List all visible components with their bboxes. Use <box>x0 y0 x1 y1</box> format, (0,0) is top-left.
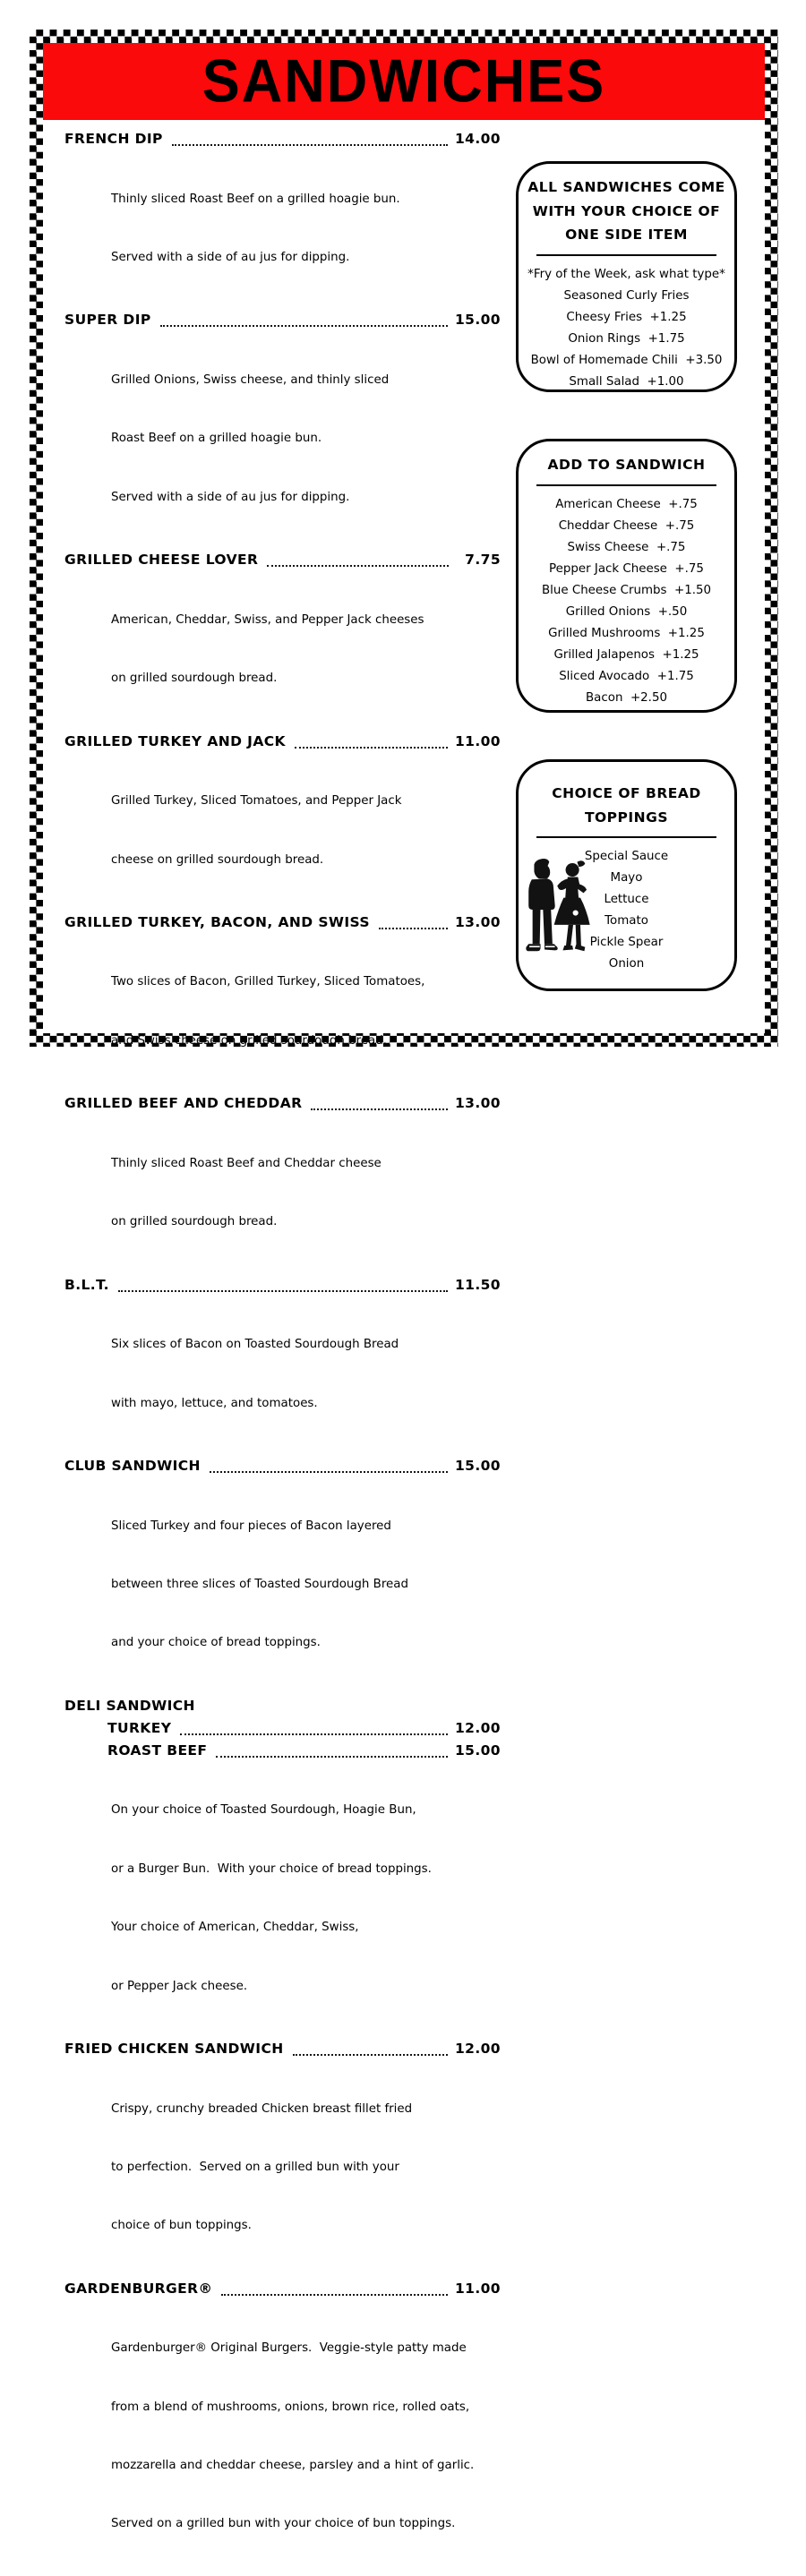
item-name: B.L.T. <box>64 1276 109 1293</box>
add-on-item: American Cheese +.75 <box>555 497 698 511</box>
add-on-item: Pepper Jack Cheese +.75 <box>549 561 704 576</box>
dotted-leader <box>379 928 448 929</box>
title-banner <box>43 43 765 120</box>
add-on-item: Grilled Mushrooms +1.25 <box>548 626 705 640</box>
dotted-leader <box>267 565 449 567</box>
item-description-line: and Swiss cheese on grilled sourdough bread. <box>111 1033 387 1048</box>
item-description-line: Grilled Onions, Swiss cheese, and thinly sliced <box>111 372 390 387</box>
side-item: Cheesy Fries +1.25 <box>566 310 687 324</box>
item-price: 14.00 <box>454 131 501 147</box>
separator-line <box>536 484 716 486</box>
add-on-item: Grilled Jalapenos +1.25 <box>553 647 699 662</box>
item-description-line: with mayo, lettuce, and tomatoes. <box>111 1396 318 1410</box>
bread-topping-item: Tomato <box>604 914 648 928</box>
item-price: 7.75 <box>465 552 501 569</box>
separator-line <box>536 836 716 838</box>
side-items-box <box>516 161 737 392</box>
item-name: GRILLED TURKEY AND JACK <box>64 732 286 749</box>
item-description-line: cheese on grilled sourdough bread. <box>111 852 324 867</box>
item-description-line: on grilled sourdough bread. <box>111 672 278 686</box>
item-price: 11.00 <box>454 732 501 749</box>
item-description-line: from a blend of mushrooms, onions, brown rice, rolled oats, <box>111 2400 470 2414</box>
side-item: Bowl of Homemade Chili +3.50 <box>530 353 723 367</box>
box-heading-line: WITH YOUR CHOICE OF <box>532 202 721 219</box>
item-price: 11.50 <box>454 1276 501 1293</box>
menu-item <box>64 1274 501 1452</box>
menu-item <box>64 549 501 727</box>
item-description-line: Gardenburger® Original Burgers. Veggie-style patty made <box>111 2341 467 2356</box>
item-description-line: Thinly sliced Roast Beef and Cheddar cheese <box>111 1156 382 1170</box>
dotted-leader <box>311 1108 448 1110</box>
bread-topping-item: Mayo <box>610 871 643 885</box>
box-heading <box>527 782 725 829</box>
dotted-leader <box>216 1756 448 1758</box>
item-description-line: between three slices of Toasted Sourdough Bread <box>111 1578 408 1591</box>
separator-line <box>536 254 716 256</box>
bread-topping-item: Pickle Spear <box>589 936 664 949</box>
add-on-item: Bacon +2.50 <box>586 690 667 705</box>
item-description-line: mozzarella and cheddar cheese, parsley and a hint of garlic. <box>111 2459 475 2473</box>
item-name: TURKEY <box>107 1719 172 1736</box>
side-item: Seasoned Curly Fries <box>563 288 690 303</box>
box-heading-line: ONE SIDE ITEM <box>565 227 688 243</box>
page-title: SANDWICHES <box>202 47 606 116</box>
menu-item <box>64 309 501 546</box>
item-price: 15.00 <box>454 1742 501 1759</box>
checkerboard-border <box>30 30 778 2531</box>
side-item: Small Salad +1.00 <box>569 374 684 389</box>
item-name: GRILLED BEEF AND CHEDDAR <box>64 1095 303 1112</box>
item-description-line: Served on a grilled bun with your choice of bun toppings. <box>111 2517 456 2531</box>
item-description-line: Sliced Turkey and four pieces of Bacon layered <box>111 1519 391 1533</box>
add-on-item: Sliced Avocado +1.75 <box>559 669 694 683</box>
menu-item <box>64 1455 501 1692</box>
item-description-line: Served with a side of au jus for dipping. <box>111 250 350 264</box>
item-description-line: Six slices of Bacon on Toasted Sourdough Bread <box>111 1338 399 1352</box>
dotted-leader <box>295 747 448 749</box>
item-name: FRIED CHICKEN SANDWICH <box>64 2040 284 2057</box>
sub-item <box>107 1717 501 1740</box>
item-description-line: or a Burger Bun. With your choice of bread toppings. <box>111 1861 432 1876</box>
menu-page <box>43 43 765 2531</box>
dotted-leader <box>210 1471 448 1473</box>
menu-item <box>64 2038 501 2275</box>
item-description-line: Roast Beef on a grilled hoagie bun. <box>111 432 322 446</box>
dotted-leader <box>221 2294 448 2296</box>
item-description-line: Served with a side of au jus for dipping. <box>111 490 350 504</box>
bread-topping-item: Onion <box>608 957 645 971</box>
item-name: GRILLED TURKEY, BACON, AND SWISS <box>64 913 370 930</box>
item-name: DELI SANDWICH <box>64 1697 195 1714</box>
item-price: 11.00 <box>454 2280 501 2297</box>
menu-item <box>64 2278 501 2573</box>
add-to-sandwich-box <box>516 439 737 713</box>
box-heading-line: TOPPINGS <box>584 809 669 826</box>
item-description-line: American, Cheddar, Swiss, and Pepper Jack cheeses <box>111 612 424 627</box>
item-description-line: on grilled sourdough bread. <box>111 1215 278 1229</box>
menu-list <box>64 128 501 2576</box>
add-on-item: Swiss Cheese +.75 <box>567 540 686 554</box>
item-price: 12.00 <box>454 2040 501 2057</box>
side-item: *Fry of the Week, ask what type* <box>527 267 725 281</box>
side-item: Onion Rings +1.75 <box>568 331 685 346</box>
box-heading <box>527 453 725 477</box>
menu-item <box>64 1092 501 1271</box>
item-name: SUPER DIP <box>64 312 151 329</box>
box-heading-line: ADD TO SANDWICH <box>547 457 706 473</box>
item-description-line: Thinly sliced Roast Beef on a grilled hoagie bun. <box>111 192 400 206</box>
item-description-line: and your choice of bread toppings. <box>111 1636 321 1650</box>
item-price: 12.00 <box>454 1719 501 1736</box>
sub-item <box>107 1740 501 1762</box>
item-price: 13.00 <box>454 1095 501 1112</box>
item-description-line: Two slices of Bacon, Grilled Turkey, Sliced Tomatoes, <box>111 975 425 989</box>
add-on-item: Cheddar Cheese +.75 <box>558 518 695 533</box>
item-name: GARDENBURGER® <box>64 2280 213 2297</box>
add-on-item: Grilled Onions +.50 <box>565 604 688 619</box>
add-on-item: Blue Cheese Crumbs +1.50 <box>541 583 712 597</box>
item-description-line: Grilled Turkey, Sliced Tomatoes, and Pepper Jack <box>111 794 402 809</box>
box-heading-line: ALL SANDWICHES COME <box>527 179 725 195</box>
dotted-leader <box>180 1733 448 1735</box>
item-description-line: or Pepper Jack cheese. <box>111 1979 248 1993</box>
menu-item <box>64 128 501 306</box>
item-name: CLUB SANDWICH <box>64 1458 201 1475</box>
item-name: GRILLED CHEESE LOVER <box>64 552 259 569</box>
menu-item <box>64 911 501 1090</box>
item-description-line: Crispy, crunchy breaded Chicken breast fillet fried <box>111 2101 413 2116</box>
item-description-line: to perfection. Served on a grilled bun with your <box>111 2160 399 2174</box>
item-description-line: Your choice of American, Cheddar, Swiss, <box>111 1921 359 1935</box>
dotted-leader <box>160 325 448 327</box>
item-price: 13.00 <box>454 913 501 930</box>
item-description-line: On your choice of Toasted Sourdough, Hoagie Bun, <box>111 1803 416 1818</box>
dotted-leader <box>118 1290 448 1292</box>
box-heading <box>527 175 725 247</box>
item-price: 15.00 <box>454 312 501 329</box>
dotted-leader <box>293 2054 448 2056</box>
item-name: FRENCH DIP <box>64 131 163 147</box>
item-name: ROAST BEEF <box>107 1742 208 1759</box>
box-heading-line: CHOICE OF BREAD <box>552 785 701 801</box>
bread-topping-item: Special Sauce <box>584 850 669 863</box>
item-description-line: choice of bun toppings. <box>111 2219 252 2233</box>
retro-couple-silhouette-icon <box>523 852 595 960</box>
bread-topping-item: Lettuce <box>604 893 649 906</box>
item-price: 15.00 <box>454 1458 501 1475</box>
menu-item <box>64 731 501 909</box>
menu-item-deli-sandwich <box>64 1695 501 2035</box>
dotted-leader <box>172 144 448 146</box>
bread-toppings-box <box>516 759 737 991</box>
